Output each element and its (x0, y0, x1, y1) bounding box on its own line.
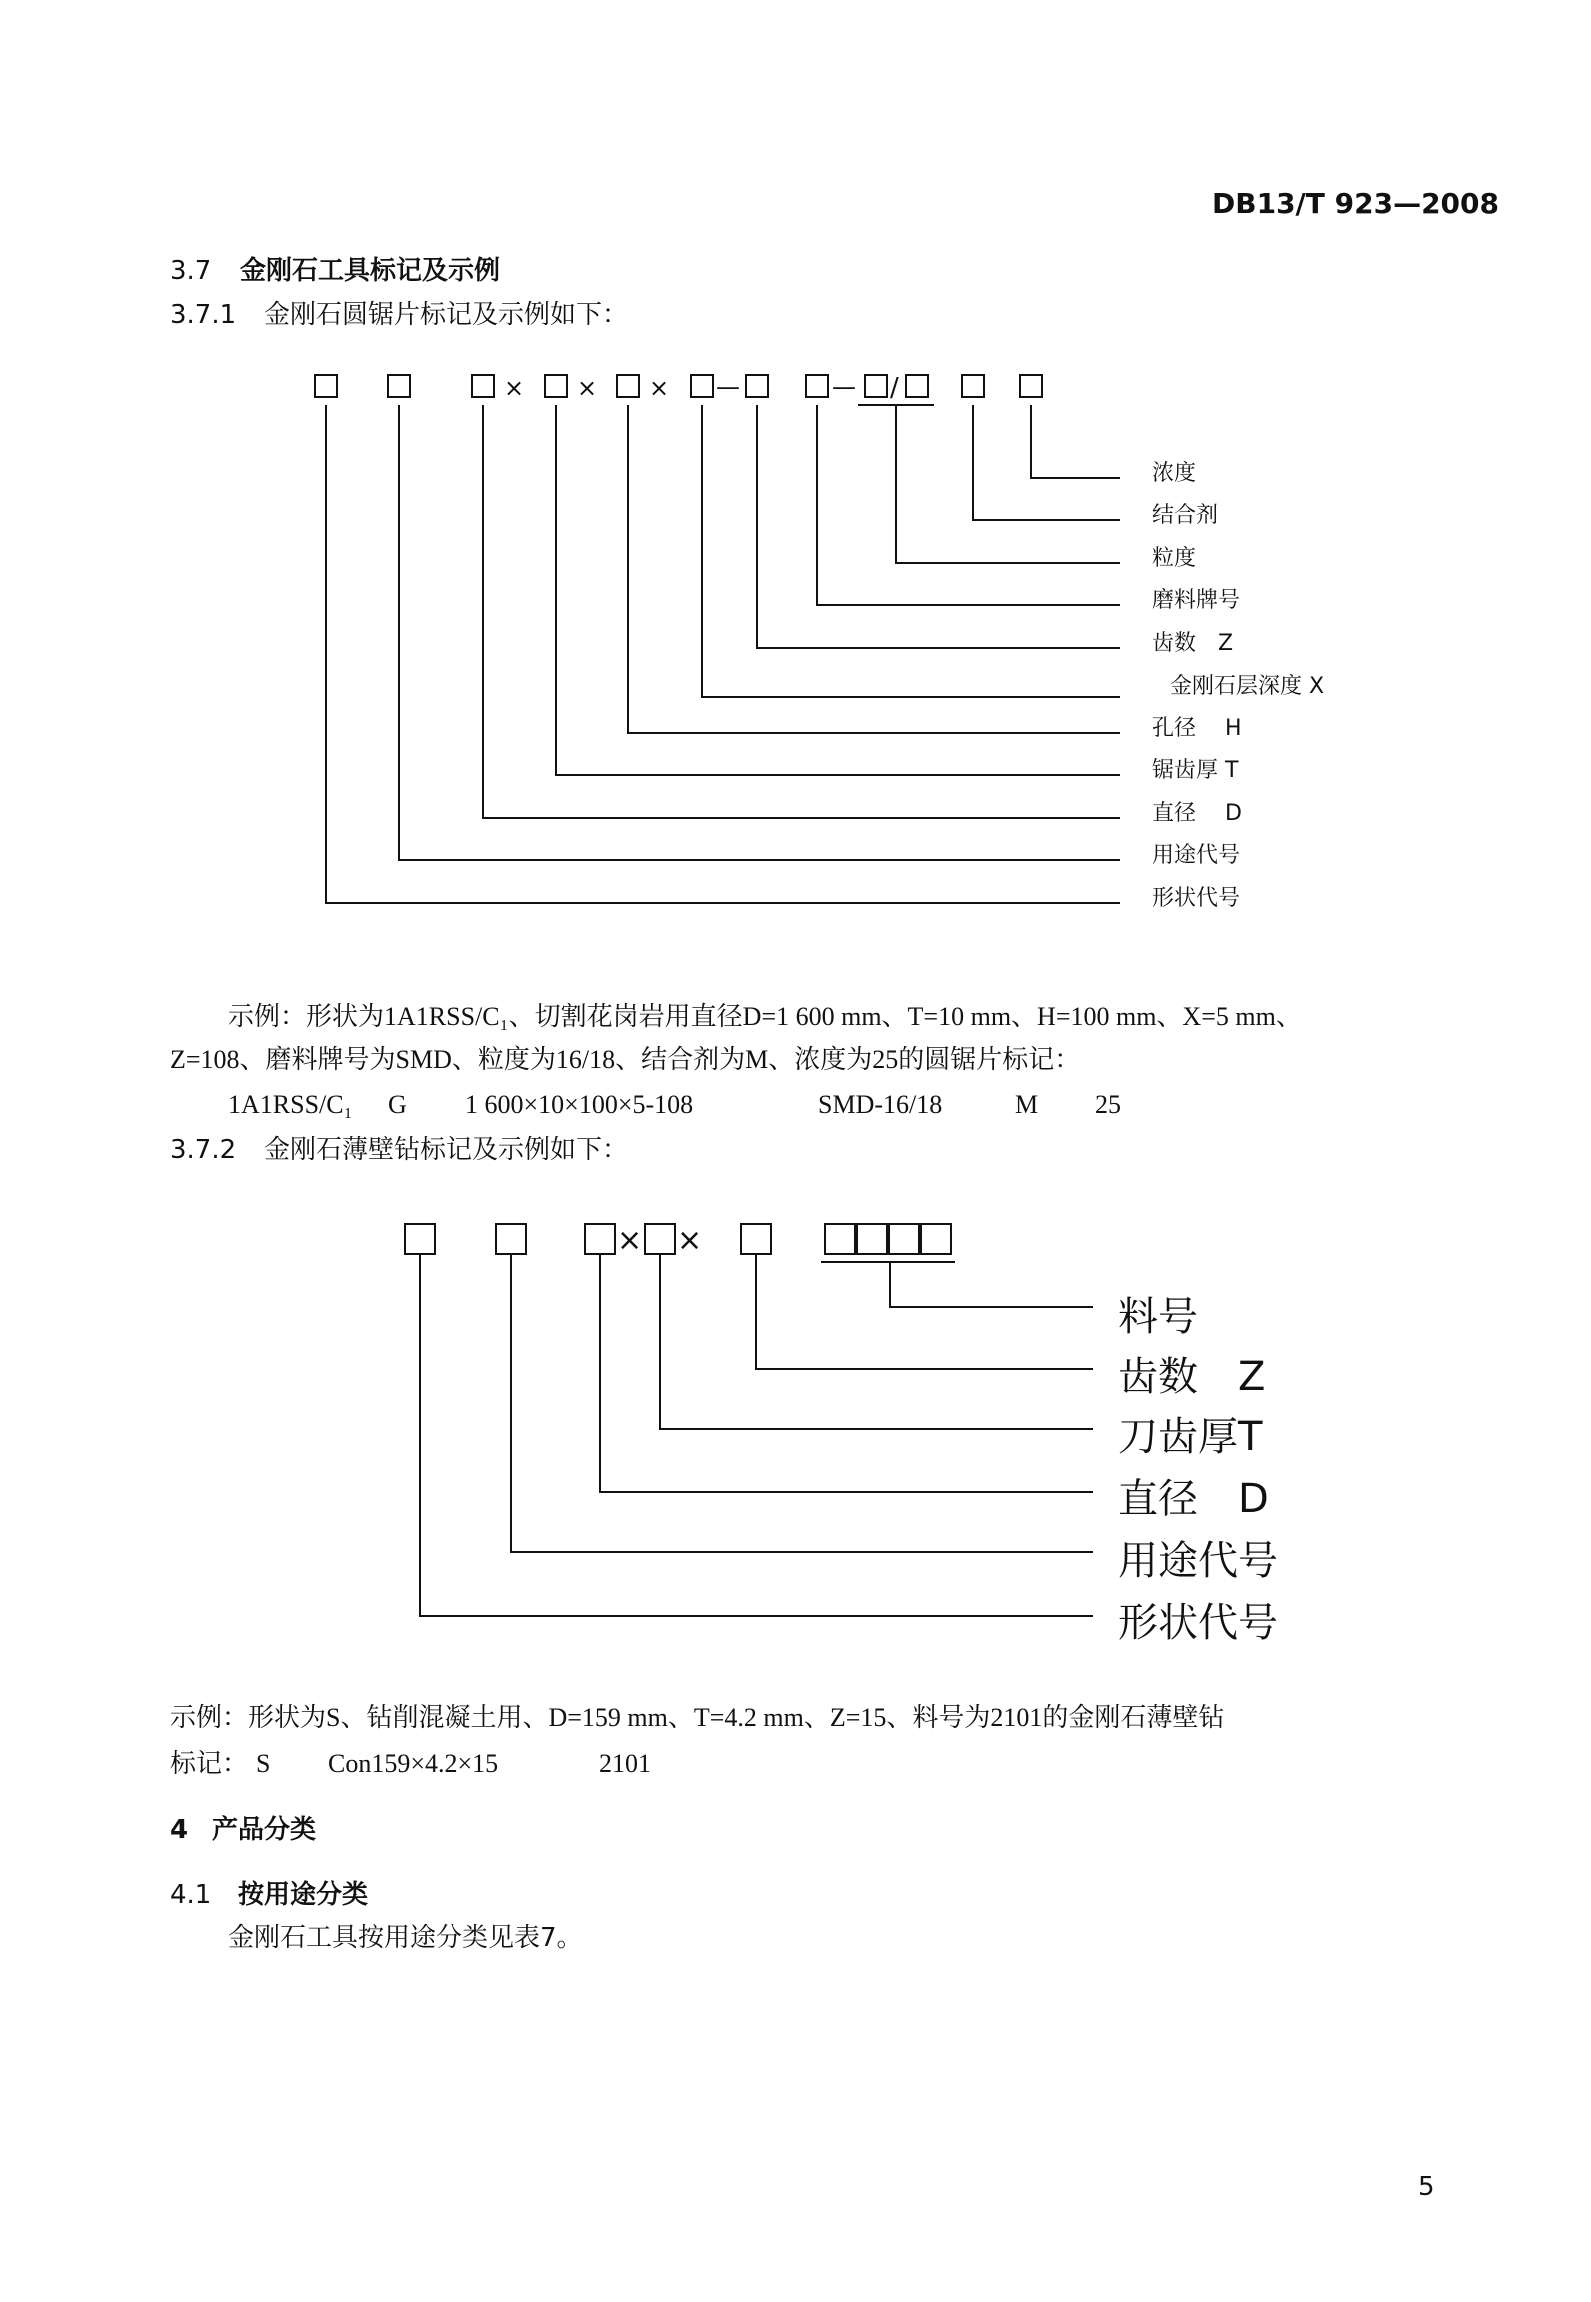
section-3-7-2-number: 3.7.2 (170, 1135, 237, 1165)
diagram2-box (645, 1224, 675, 1254)
page-number: 5 (1418, 2172, 1435, 2202)
section-3-7-2-title: 金刚石薄壁钻标记及示例如下： (264, 1135, 629, 1165)
example2-dims: Con159×4.2×15 (328, 1749, 499, 1778)
diagram2-box (921, 1224, 951, 1254)
diagram2-separator: × (677, 1223, 703, 1258)
diagram1-label: 粒度 (1152, 546, 1197, 571)
diagram2-label: 形状代号 (1118, 1600, 1278, 1646)
section-3-7-number: 3.7 (170, 256, 212, 286)
diagram1-label: 孔径 H (1152, 716, 1242, 741)
example1-bond: M (1015, 1090, 1039, 1119)
diagram1-separator: × (577, 374, 598, 402)
example1-dims: 1 600×10×100×5-108 (465, 1090, 694, 1119)
example1-abrasive: SMD-16/18 (818, 1090, 943, 1119)
diagram2-label: 料号 (1118, 1294, 1198, 1340)
diagram1-label: 锯齿厚 T (1152, 758, 1239, 783)
diagram2-box (585, 1224, 615, 1254)
diagram2-label: 直径 D (1118, 1476, 1269, 1522)
diagram2-box (889, 1224, 919, 1254)
section-3-7-title: 金刚石工具标记及示例 (240, 256, 501, 286)
diagram1-separator: — (832, 373, 856, 401)
diagram1-label: 浓度 (1152, 461, 1197, 486)
example1-use: G (388, 1090, 407, 1119)
diagram1-separator: × (504, 374, 525, 402)
example2-label: 标记： (170, 1749, 249, 1778)
section-4-title: 产品分类 (212, 1815, 317, 1845)
diagram1-label: 用途代号 (1152, 843, 1241, 868)
diagram2-label: 刀齿厚T (1118, 1414, 1263, 1460)
example1-concentration: 25 (1095, 1090, 1121, 1119)
diagram2-box (496, 1224, 526, 1254)
diagram1-label: 结合剂 (1152, 503, 1219, 528)
diagram2-label: 用途代号 (1118, 1538, 1278, 1584)
example1-line2: Z=108、磨料牌号为SMD、粒度为16/18、结合剂为M、浓度为25的圆锯片标记： (170, 1045, 1081, 1074)
section-4-1-title: 按用途分类 (238, 1880, 369, 1910)
example1-shape: 1A1RSS/C₁ (228, 1090, 353, 1119)
section-4-1-number: 4.1 (170, 1880, 212, 1910)
diagram1-separator: × (649, 374, 670, 402)
section-3-7-1-number: 3.7.1 (170, 300, 237, 330)
diagram2-separator: × (617, 1223, 643, 1258)
example2-shape: S (256, 1749, 271, 1778)
diagram1-label: 形状代号 (1152, 886, 1241, 911)
diagram2-label: 齿数 Z (1118, 1354, 1266, 1400)
diagram2-box (857, 1224, 887, 1254)
diagram1-label: 直径 D (1152, 801, 1242, 826)
diagram2-box (741, 1224, 771, 1254)
diagram1-label: 齿数 Z (1152, 631, 1234, 656)
example2-code: 2101 (599, 1749, 651, 1778)
diagram2-box (405, 1224, 435, 1254)
diagram1-label: 金刚石层深度 X (1170, 674, 1325, 699)
section-3-7-1-title: 金刚石圆锯片标记及示例如下： (264, 300, 629, 330)
document-number: DB13/T 923—2008 (1212, 187, 1499, 220)
diagram1-label: 磨料牌号 (1152, 588, 1241, 613)
section-4-number: 4 (170, 1815, 189, 1845)
diagram1-separator: / (890, 373, 899, 403)
example1-line1: 示例：形状为1A1RSS/C₁、切割花岗岩用直径D=1 600 mm、T=10 mm、H=100 mm、X=5 mm、 (228, 1002, 1302, 1031)
diagram1-separator: — (716, 373, 740, 401)
example2-line1: 示例：形状为S、钻削混凝土用、D=159 mm、T=4.2 mm、Z=15、料号为2101的金刚石薄壁钻 (170, 1703, 1225, 1732)
section-4-1-text: 金刚石工具按用途分类见表7。 (228, 1923, 583, 1953)
diagram2-box (825, 1224, 855, 1254)
